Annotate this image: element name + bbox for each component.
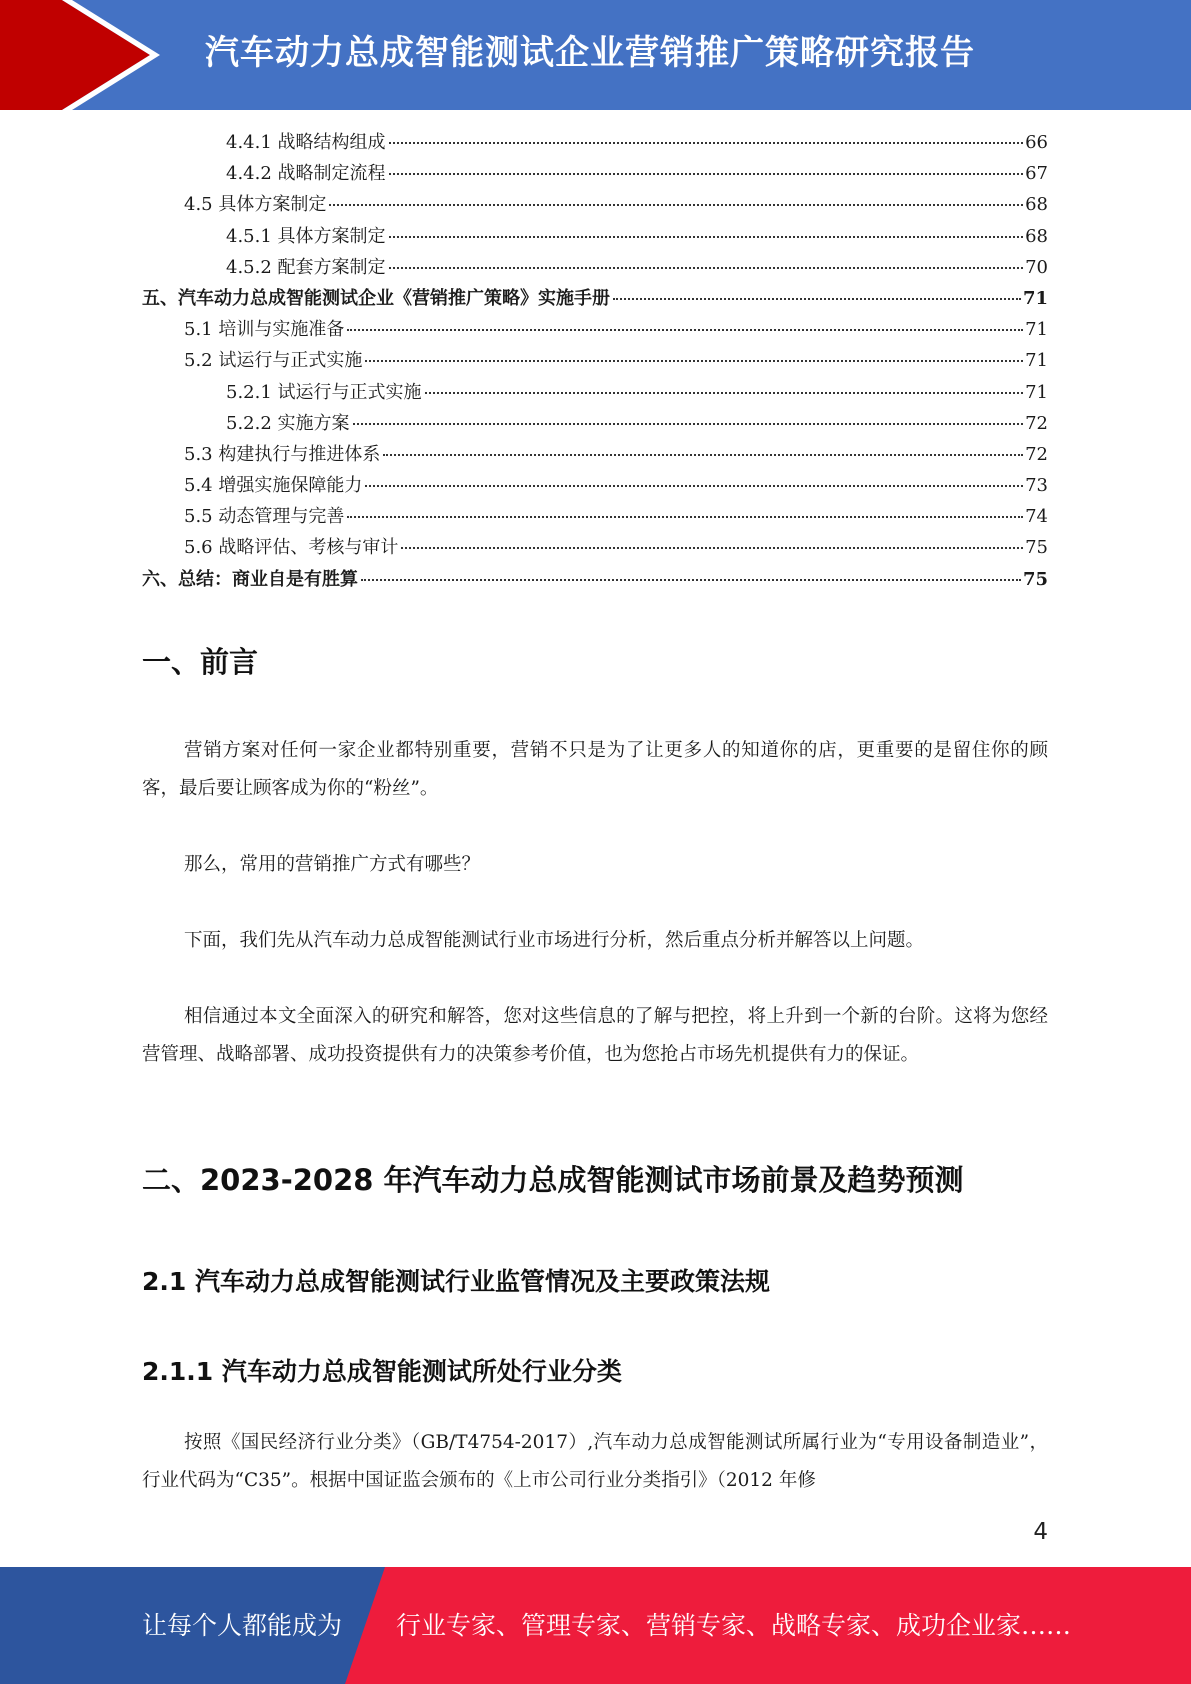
footer-slogan-left: 让每个人都能成为 <box>142 1611 343 1640</box>
toc-entry-label: 4.5.2 配套方案制定 <box>226 256 386 278</box>
toc-entry-page: 72 <box>1025 412 1048 434</box>
intro-paragraph-1: 营销方案对任何一家企业都特别重要，营销不只是为了让更多人的知道你的店，更重要的是留住你的顾客，最后要让顾客成为你的“粉丝”。 <box>142 740 1048 799</box>
toc-entry-page: 70 <box>1025 256 1048 278</box>
toc-entry-label: 4.4.1 战略结构组成 <box>226 132 386 153</box>
toc-entry-label: 5.1 培训与实施准备 <box>184 319 345 341</box>
toc-entry-page: 66 <box>1025 132 1048 153</box>
toc-entry[interactable] <box>142 471 1048 502</box>
table-of-contents <box>142 128 1048 596</box>
toc-dot-leader <box>361 579 1021 581</box>
toc-dot-leader <box>383 454 1023 456</box>
toc-entry[interactable] <box>142 128 1048 159</box>
toc-dot-leader <box>365 360 1023 362</box>
toc-entry-label: 4.4.2 战略制定流程 <box>226 163 386 185</box>
toc-entry-label: 5.2.2 实施方案 <box>226 412 350 434</box>
toc-entry-page: 68 <box>1025 225 1048 247</box>
toc-entry[interactable] <box>142 159 1048 190</box>
toc-entry-page: 71 <box>1025 350 1048 372</box>
toc-entry[interactable] <box>142 315 1048 346</box>
page-footer <box>0 1567 1191 1684</box>
toc-entry-label: 5.5 动态管理与完善 <box>184 506 345 528</box>
toc-dot-leader <box>353 423 1024 425</box>
toc-entry-label: 5.3 构建执行与推进体系 <box>184 443 381 465</box>
toc-dot-leader <box>389 236 1024 238</box>
intro-paragraph-3: 下面，我们先从汽车动力总成智能测试行业市场进行分析，然后重点分析并解答以上问题。 <box>184 930 925 951</box>
toc-entry[interactable] <box>142 440 1048 471</box>
toc-dot-leader <box>425 392 1024 394</box>
toc-entry-label: 5.4 增强实施保障能力 <box>184 475 363 497</box>
toc-dot-leader <box>365 485 1023 487</box>
toc-entry[interactable] <box>142 222 1048 253</box>
toc-entry-label: 4.5.1 具体方案制定 <box>226 225 386 247</box>
intro-paragraph-2: 那么，常用的营销推广方式有哪些？ <box>184 854 481 875</box>
toc-entry-label: 五、汽车动力总成智能测试企业《营销推广策略》实施手册 <box>142 287 610 309</box>
toc-entry-label: 5.2.1 试运行与正式实施 <box>226 381 422 403</box>
toc-entry-page: 74 <box>1025 506 1048 528</box>
toc-entry[interactable] <box>142 284 1048 315</box>
toc-entry-label: 4.5 具体方案制定 <box>184 194 327 216</box>
toc-entry-page: 67 <box>1025 163 1048 185</box>
toc-entry-label: 5.2 试运行与正式实施 <box>184 350 363 372</box>
toc-dot-leader <box>389 267 1024 269</box>
toc-dot-leader <box>329 204 1023 206</box>
toc-entry-label: 5.6 战略评估、考核与审计 <box>184 537 399 559</box>
toc-entry-page: 75 <box>1022 568 1048 590</box>
page-number: 4 <box>1033 1519 1048 1545</box>
toc-dot-leader <box>389 173 1024 175</box>
toc-entry[interactable] <box>142 565 1048 596</box>
section-2-heading: 二、2023-2028 年汽车动力总成智能测试市场前景及趋势预测 <box>142 1163 964 1197</box>
toc-entry-page: 71 <box>1025 319 1048 341</box>
toc-dot-leader <box>347 329 1023 331</box>
toc-entry-page: 71 <box>1022 287 1048 309</box>
intro-paragraph-4: 相信通过本文全面深入的研究和解答，您对这些信息的了解与把控，将上升到一个新的台阶。这将为您经营管理、战略部署、成功投资提供有力的决策参考价值，也为您抢占市场先机提供有力的保证。 <box>142 1006 1048 1065</box>
toc-entry[interactable] <box>142 409 1048 440</box>
toc-entry[interactable] <box>142 253 1048 284</box>
toc-entry-page: 75 <box>1025 537 1048 559</box>
header-title: 汽车动力总成智能测试企业营销推广策略研究报告 <box>205 33 975 73</box>
industry-classification-paragraph: 按照《国民经济行业分类》（GB/T4754-2017）,汽车动力总成智能测试所属行业为“专用设备制造业”，行业代码为“C35”。根据中国证监会颁布的《上市公司行业分类指引》（2012 年修 <box>142 1432 1048 1491</box>
toc-entry-label: 六、总结：商业自是有胜算 <box>142 568 358 590</box>
toc-dot-leader <box>613 298 1021 300</box>
toc-dot-leader <box>347 516 1023 518</box>
toc-entry-page: 73 <box>1025 475 1048 497</box>
toc-entry[interactable] <box>142 346 1048 377</box>
toc-dot-leader <box>401 547 1023 549</box>
page-header <box>0 0 1191 110</box>
toc-entry[interactable] <box>142 190 1048 221</box>
toc-entry[interactable] <box>142 502 1048 533</box>
footer-slogan-right: 行业专家、管理专家、营销专家、战略专家、成功企业家…… <box>396 1611 1072 1640</box>
section-1-heading: 一、前言 <box>142 645 259 679</box>
toc-entry[interactable] <box>142 378 1048 409</box>
toc-entry-page: 71 <box>1025 381 1048 403</box>
section-2-1-heading: 2.1 汽车动力总成智能测试行业监管情况及主要政策法规 <box>142 1267 770 1296</box>
toc-entry-page: 72 <box>1025 443 1048 465</box>
section-2-1-1-heading: 2.1.1 汽车动力总成智能测试所处行业分类 <box>142 1357 622 1386</box>
toc-entry[interactable] <box>142 533 1048 564</box>
toc-entry-page: 68 <box>1025 194 1048 216</box>
toc-dot-leader <box>389 142 1024 144</box>
